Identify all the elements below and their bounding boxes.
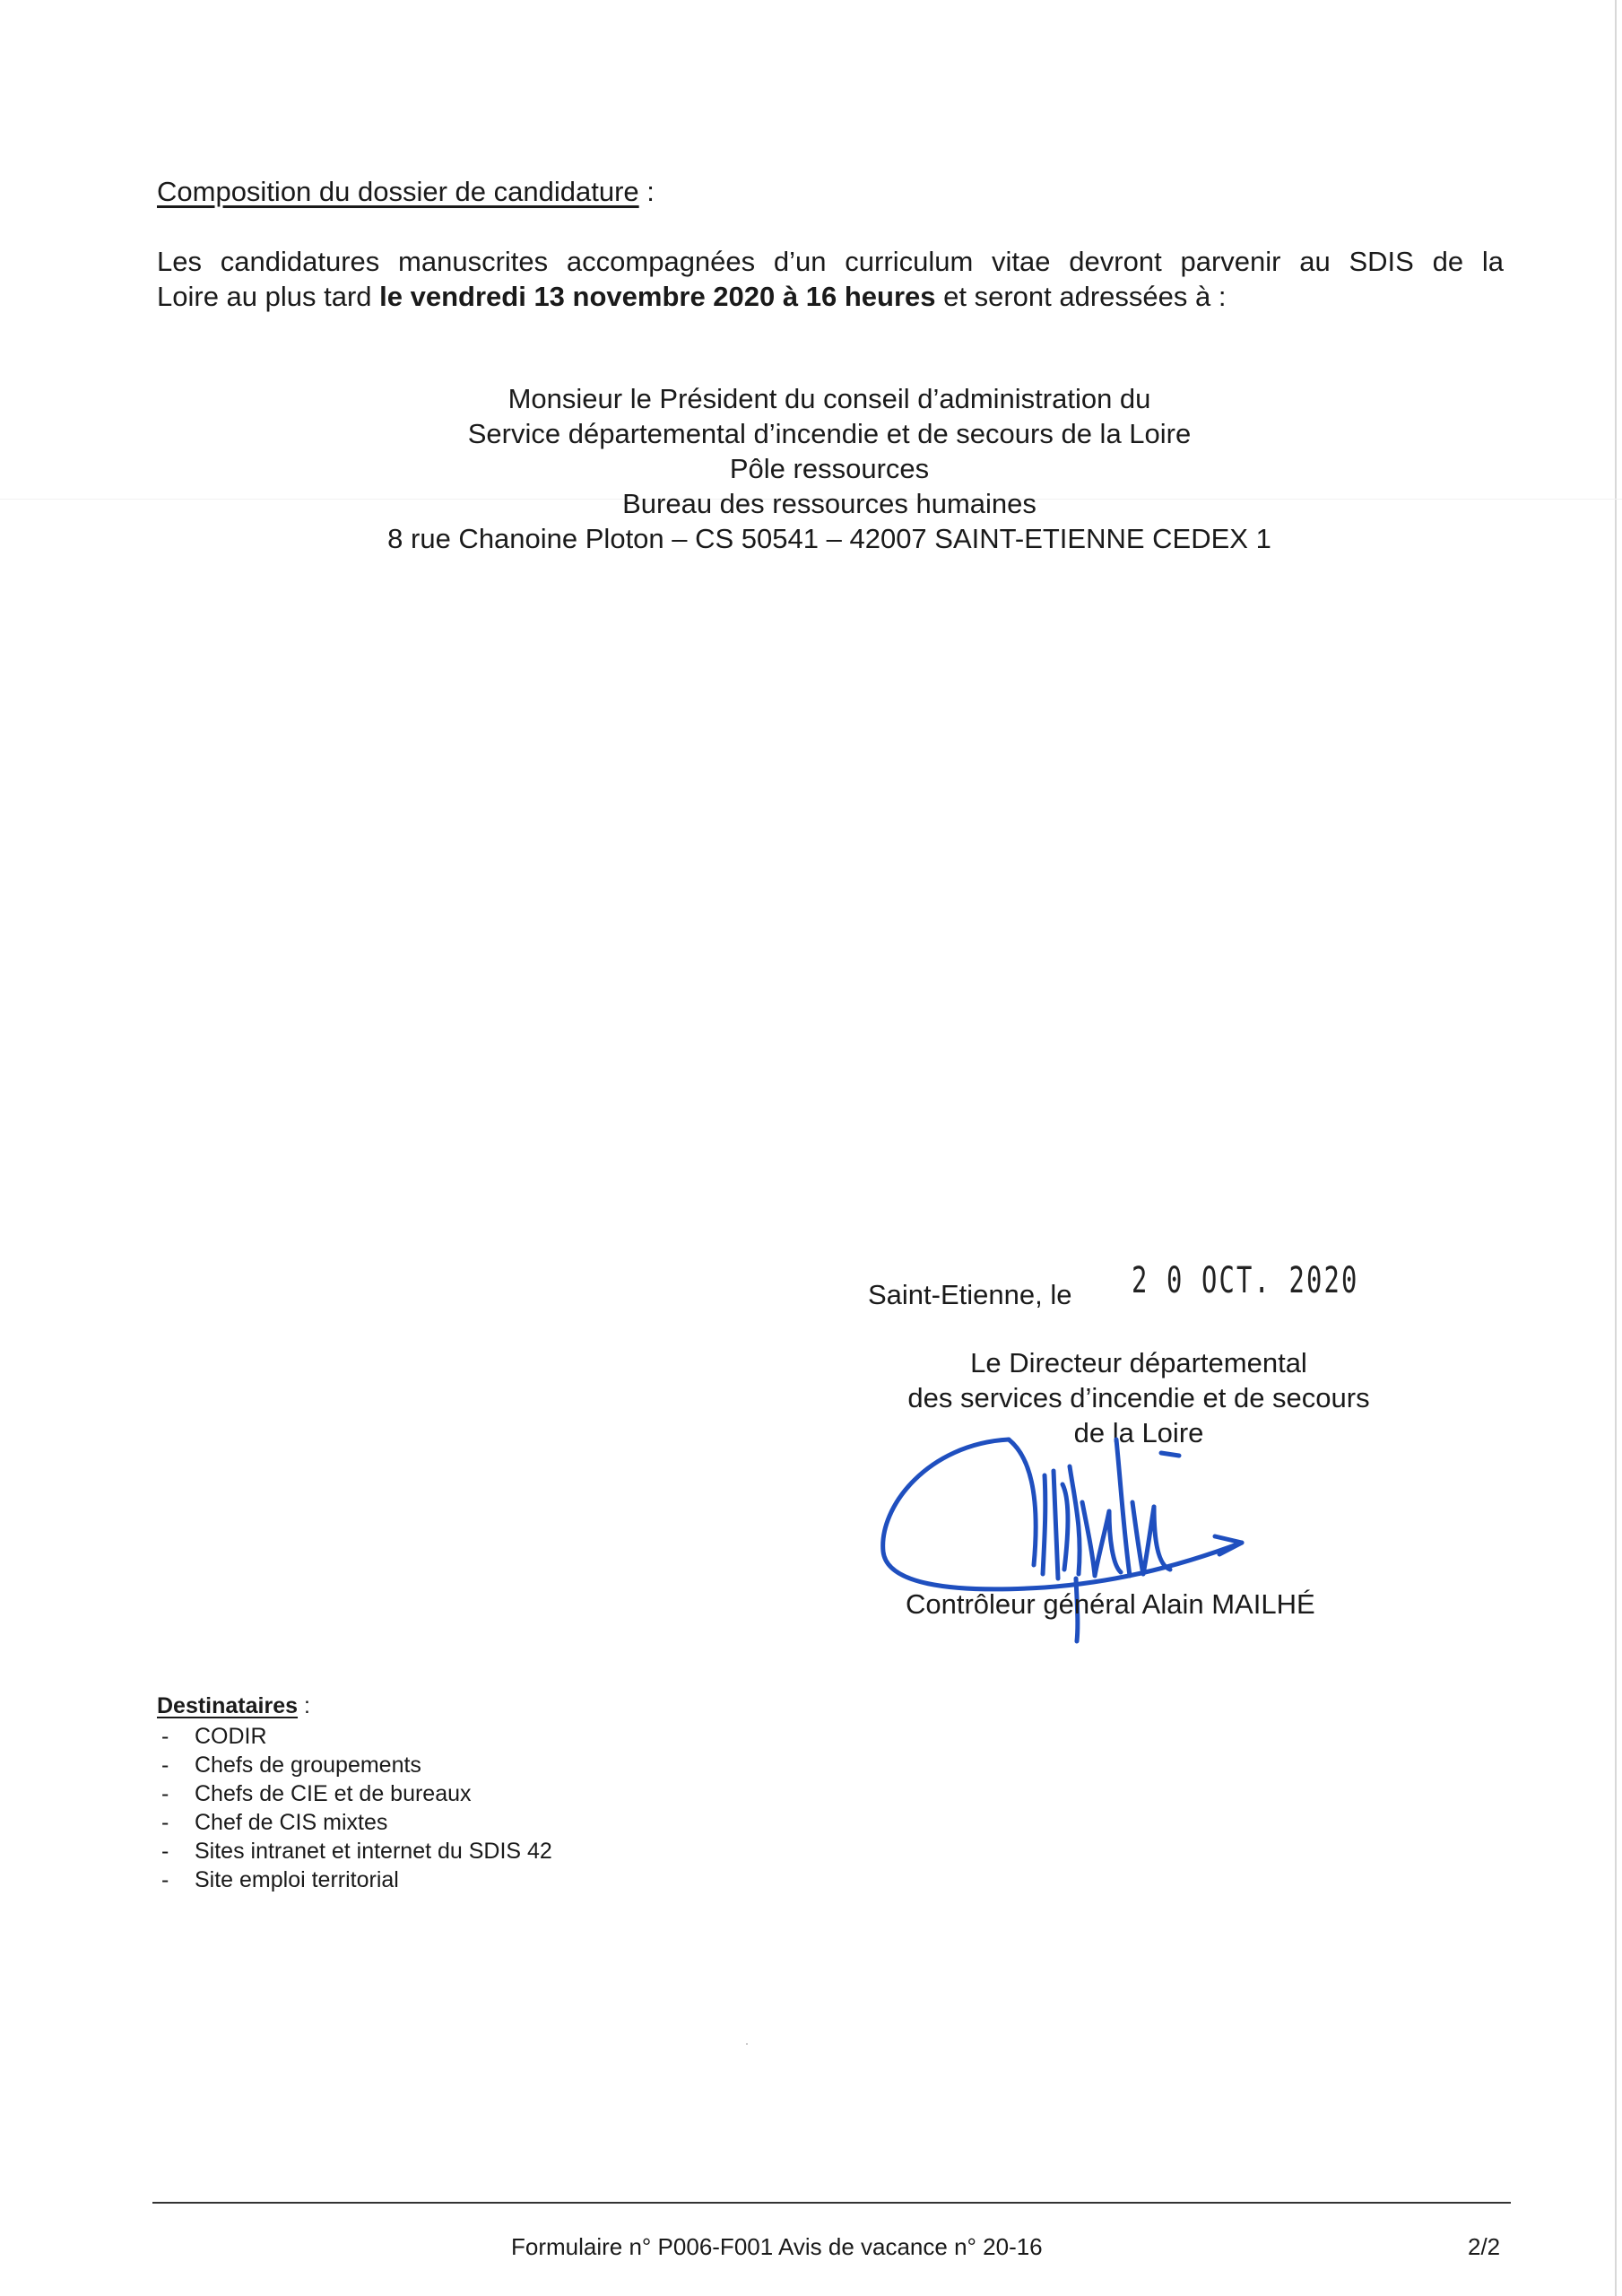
list-item bbox=[161, 1837, 552, 1866]
recipient-text: Chefs de CIE et de bureaux bbox=[195, 1781, 472, 1806]
recipient-text: Chef de CIS mixtes bbox=[195, 1810, 388, 1835]
list-item bbox=[161, 1722, 552, 1751]
recipient-text: Sites intranet et internet du SDIS 42 bbox=[195, 1839, 552, 1864]
section-title bbox=[157, 176, 655, 208]
director-title-line: Le Directeur départemental bbox=[970, 1347, 1307, 1378]
section-title-suffix: : bbox=[638, 176, 655, 207]
section-title-text: Composition du dossier de candidature bbox=[157, 176, 639, 207]
list-dash: - bbox=[161, 1867, 169, 1892]
list-item bbox=[161, 1866, 552, 1894]
address-line: Pôle ressources bbox=[729, 453, 930, 484]
list-dash: - bbox=[161, 1752, 169, 1778]
list-dash: - bbox=[161, 1724, 169, 1749]
list-dash: - bbox=[161, 1781, 169, 1806]
footer-divider bbox=[152, 2202, 1511, 2204]
director-title-line: des services d’incendie et de secours bbox=[907, 1382, 1370, 1413]
list-item bbox=[161, 1808, 552, 1837]
page-number: 2/2 bbox=[1468, 2233, 1501, 2260]
recipients-title-suffix: : bbox=[298, 1693, 310, 1718]
paragraph-line-2 bbox=[157, 279, 1504, 314]
address-line: Monsieur le Président du conseil d’administration du bbox=[507, 383, 1151, 414]
paragraph-line-1: Les candidatures manuscrites accompagnées d’un curriculum vitae devront parvenir au SDIS de la bbox=[157, 246, 1504, 277]
recipient-text: Site emploi territorial bbox=[195, 1867, 399, 1892]
address-block bbox=[314, 381, 1345, 556]
paragraph-line-2-end: et seront adressées à : bbox=[935, 281, 1227, 312]
address-line: Bureau des ressources humaines bbox=[622, 488, 1037, 519]
list-dash: - bbox=[161, 1810, 169, 1835]
recipient-text: CODIR bbox=[195, 1724, 267, 1749]
recipients-title-text: Destinataires bbox=[157, 1693, 299, 1718]
scan-speck bbox=[746, 2043, 748, 2045]
recipients-title bbox=[157, 1693, 310, 1719]
date-stamp: 2 0 OCT. 2020 bbox=[1132, 1260, 1359, 1301]
footer-form-reference: Formulaire n° P006-F001 Avis de vacance n° 20-16 bbox=[511, 2233, 1043, 2260]
place-label: Saint-Etienne, le bbox=[868, 1279, 1072, 1310]
address-line: Service départemental d’incendie et de secours de la Loire bbox=[467, 418, 1192, 449]
application-paragraph bbox=[157, 244, 1504, 314]
deadline-text: le vendredi 13 novembre 2020 à 16 heures bbox=[379, 281, 936, 312]
signatory-name: Contrôleur général Alain MAILHÉ bbox=[906, 1588, 1315, 1620]
director-title-line: de la Loire bbox=[1073, 1417, 1204, 1448]
list-item bbox=[161, 1779, 552, 1808]
address-line: 8 rue Chanoine Ploton – CS 50541 – 42007 SAINT-ETIENNE CEDEX 1 bbox=[387, 523, 1271, 554]
recipient-text: Chefs de groupements bbox=[195, 1752, 421, 1778]
list-item bbox=[161, 1751, 552, 1779]
recipients-list bbox=[161, 1722, 552, 1894]
page-edge-shadow bbox=[1615, 0, 1617, 2296]
paragraph-line-2-start: Loire au plus tard bbox=[157, 281, 380, 312]
list-dash: - bbox=[161, 1839, 169, 1864]
